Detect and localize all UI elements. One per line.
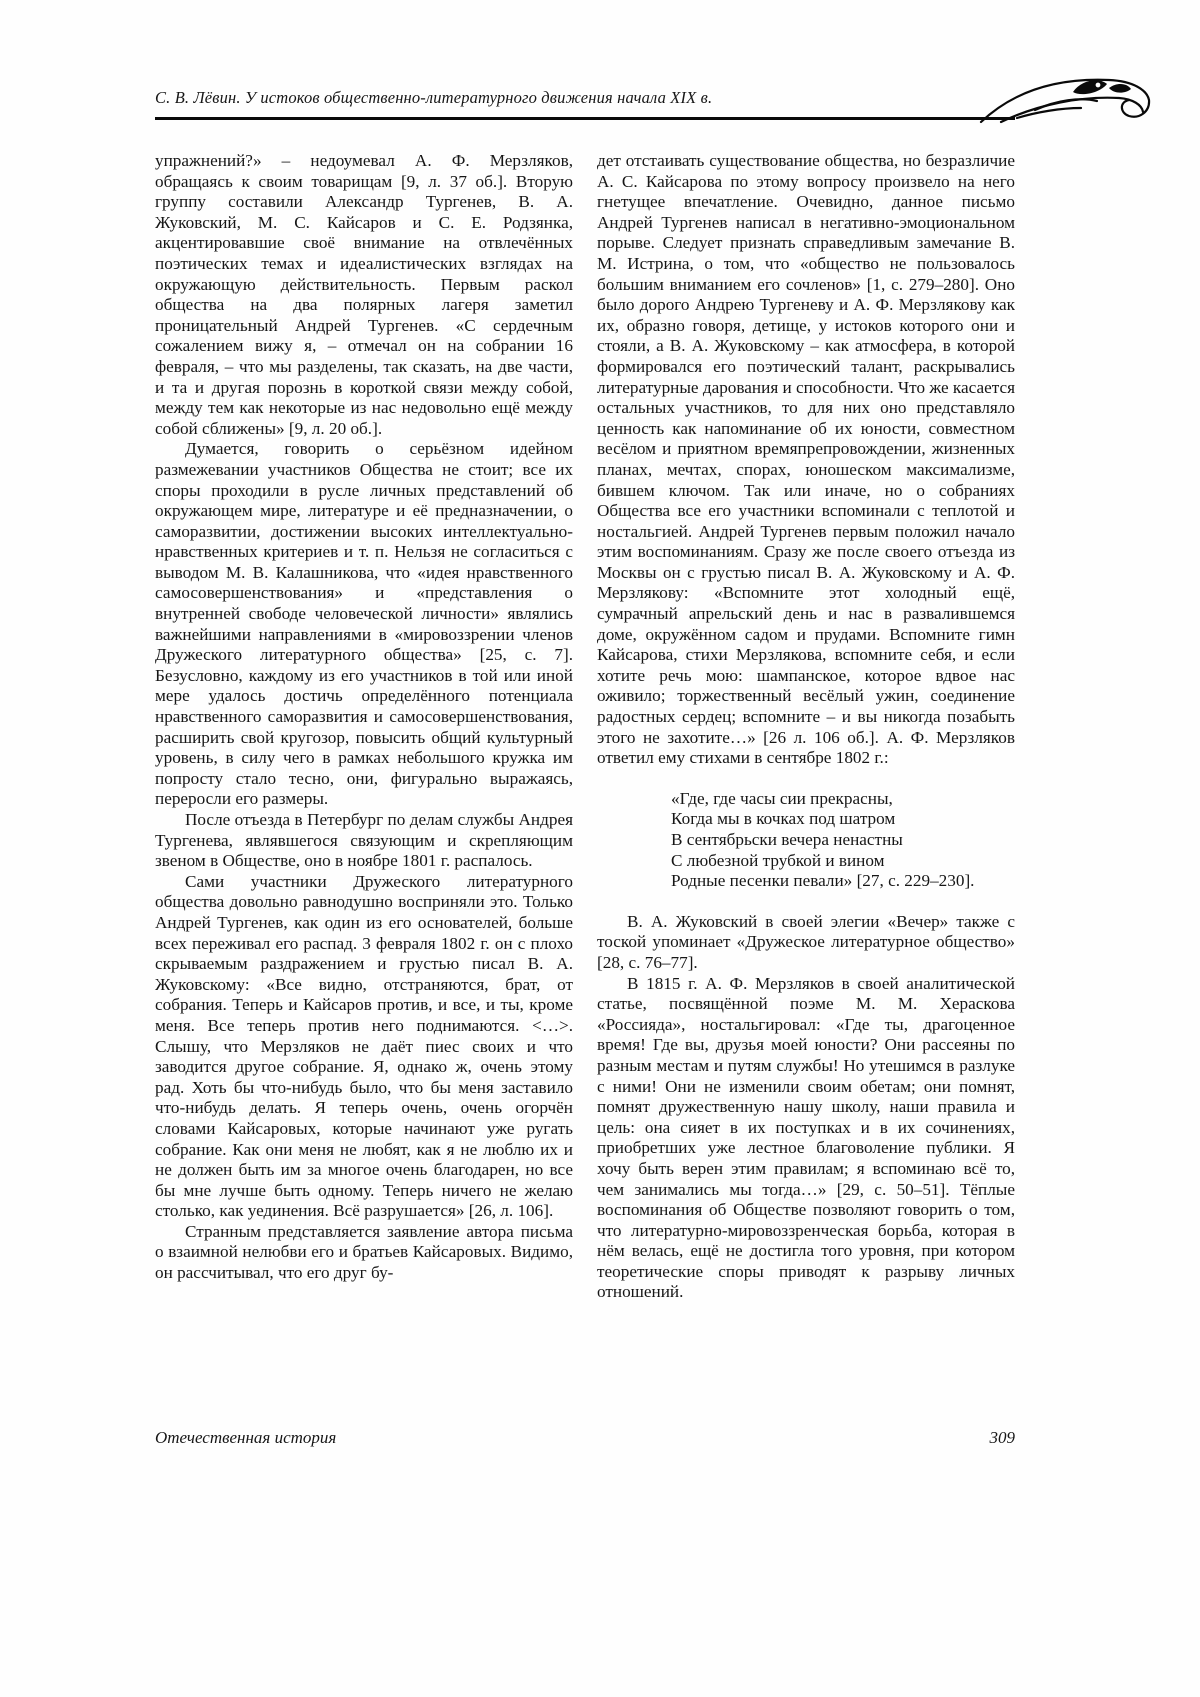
body-paragraph: В 1815 г. А. Ф. Мерзляков в своей аналитической статье, посвящённой поэме М. М. Хераскова «Россияда», ностальгировал: «Где ты, драгоценное время! Где вы, друзья моей юности? Они рассеяны по разным местам и путям службы! Но утешимся в разлуке с ними! Они не изменили своим обетам; они помнят, помнят дружественную нашу школу, наши правила и цель: она сияет в их поступках и в их сочинениях, приобретших уже лестное благоволение публики. Я хочу быть верен этим правилам; я вспоминаю всё то, чем занимались мы тогда…» [29, с. 50–51]. Тёплые воспоминания об Обществе позволяют говорить о том, что литературно-мировоззренческая борьба, которая в нём велась, ещё не достигла того уровня, при котором теоретические споры приводят к разрыву личных отношений.: [597, 973, 1015, 1302]
page-content: [155, 88, 1015, 1303]
body-paragraph: В. А. Жуковский в своей элегии «Вечер» также с тоской упоминает «Дружеское литературное общество» [28, с. 76–77].: [597, 911, 1015, 972]
verse-quotation: [671, 789, 1015, 892]
article-body: [155, 151, 1015, 1303]
floral-ornament-icon: [977, 70, 1157, 128]
body-paragraph: дет отстаивать существование общества, но безразличие А. С. Кайсарова по этому вопросу произвело на него гнетущее впечатление. Очевидно, данное письмо Андрей Тургенев написал в негативно-эмоциональном порыве. Следует признать справедливым замечание В. М. Истрина, о том, что «общество не пользовалось большим вниманием его сочленов» [1, с. 279–280]. Оно было дорого Андрею Тургеневу и А. Ф. Мерзлякову как их, образно говоря, детище, у истоков которого они и стояли, а В. А. Жуковскому – как атмосфера, в которой формировался его поэтический талант, раскрывались литературные дарования и способности. Что же касается остальных участников, то для них оно представляло ценность как напоминание об их юности, совместном весёлом и приятном времяпрепровождении, жизненных планах, мечтах, спорах, юношеском максимализме, бившем ключом. Так или иначе, но о собраниях Общества все его участники вспоминали с теплотой и ностальгией. Андрей Тургенев первым положил начало этим воспоминаниям. Сразу же после своего отъезда из Москвы он с грустью писал В. А. Жуковскому и А. Ф. Мерзлякову: «Вспомните этот холодный ещё, сумрачный апрельский день и нас в развалившемся доме, окружённом садом и прудами. Вспомните гимн Кайсарова, стихи Мерзлякова, вспомните себя, и если хотите речь мою: шампанское, которое вдвое нас оживило; торжественный весёлый ужин, соединение радостных сердец; вспомните – и вы никогда позабыть этого не захотите…» [26 л. 106 об.]. А. Ф. Мерзляков ответил ему стихами в сентябре 1802 г.:: [597, 151, 1015, 768]
body-paragraph: Странным представляется заявление автора письма о взаимной нелюбви его и братьев Кайсаровых. Видимо, он рассчитывал, что его друг бу-: [155, 1221, 573, 1283]
page-number: 309: [989, 1428, 1015, 1447]
left-column: [155, 151, 573, 1303]
verse-line: С любезной трубкой и вином: [671, 850, 885, 870]
body-paragraph: упражнений?» – недоумевал А. Ф. Мерзляков, обращаясь к своим товарищам [9, л. 37 об.]. Вторую группу составили Александр Тургенев, В. А. Жуковский, М. С. Кайсаров и С. Е. Родзянка, акцентировавшие своё внимание на отвлечённых поэтических темах и идеалистических взглядах на окружающую действительность. Первым раскол общества на два полярных лагеря заметил проницательный Андрей Тургенев. «С сердечным сожалением вижу я, – отмечал он на собрании 16 февраля, – что мы разделены, так сказать, на две части, и та и другая порознь в короткой связи между собой, между тем как некоторые из нас недовольно ещё между собой сближены» [9, л. 20 об.].: [155, 151, 573, 438]
body-paragraph: После отъезда в Петербург по делам службы Андрея Тургенева, являвшегося связующим и скрепляющим звеном в Обществе, оно в ноябре 1801 г. распалось.: [155, 810, 573, 871]
header-rule: [155, 117, 1015, 120]
verse-line: Родные песенки певали» [27, с. 229–230].: [671, 871, 975, 891]
running-head: [155, 88, 1015, 120]
verse-line: Когда мы в кочках под шатром: [671, 809, 896, 829]
verse-line: В сентябрьски вечера ненастны: [671, 830, 903, 849]
journal-name: Отечественная история: [155, 1428, 337, 1447]
body-paragraph: Думается, говорить о серьёзном идейном размежевании участников Общества не стоит; все их споры проходили в русле личных представлений об окружающем мире, литературе и её предназначении, о саморазвитии, достижении высоких интеллектуально-нравственных критериев и т. п. Нельзя не согласиться с выводом М. В. Калашникова, что «идея нравственного самосовершенствования» и «представления о внутренней свободе человеческой личности» являлись важнейшими направлениями в «мировоззрении членов Дружеского литературного общества» [25, с. 7]. Безусловно, каждому из его участников в той или иной мере удалось достичь определённого потенциала нравственного саморазвития и самосовершенствования, расширить свой кругозор, повысить общий культурный уровень, в силу чего в рамках небольшого кружка им попросту стало тесно, они, фигурально выражаясь, переросли его размеры.: [155, 439, 573, 809]
verse-line: «Где, где часы сии прекрасны,: [671, 788, 893, 808]
page-footer: [155, 1428, 1015, 1448]
right-column: [597, 151, 1015, 1303]
running-title: С. В. Лёвин. У истоков общественно-литературного движения начала XIX в.: [155, 88, 713, 107]
body-paragraph: Сами участники Дружеского литературного общества довольно равнодушно восприняли это. Только Андрей Тургенев, как один из его основателей, больше всех переживал его распад. 3 февраля 1802 г. он с плохо скрываемым раздражением и грустью писал В. А. Жуковскому: «Все видно, отстраняются, брат, от собрания. Теперь и Кайсаров против, и все, и ты, кроме меня. Все теперь против него поднимаются. <…>. Слышу, что Мерзляков не даёт пиес своих и что заводится другое собрание. Я, однако ж, очень этому рад. Хоть бы что-нибудь было, что бы меня заставило что-нибудь делать. Я теперь очень, очень огорчён словами Кайсаровых, которые начинают уже ругать собрание. Как они меня не любят, как я не люблю их и не должен быть им за многое очень благодарен, но все бы мне лучше быть одному. Теперь ничего не желаю столько, как уединения. Всё разрушается» [26, л. 106].: [155, 871, 573, 1221]
